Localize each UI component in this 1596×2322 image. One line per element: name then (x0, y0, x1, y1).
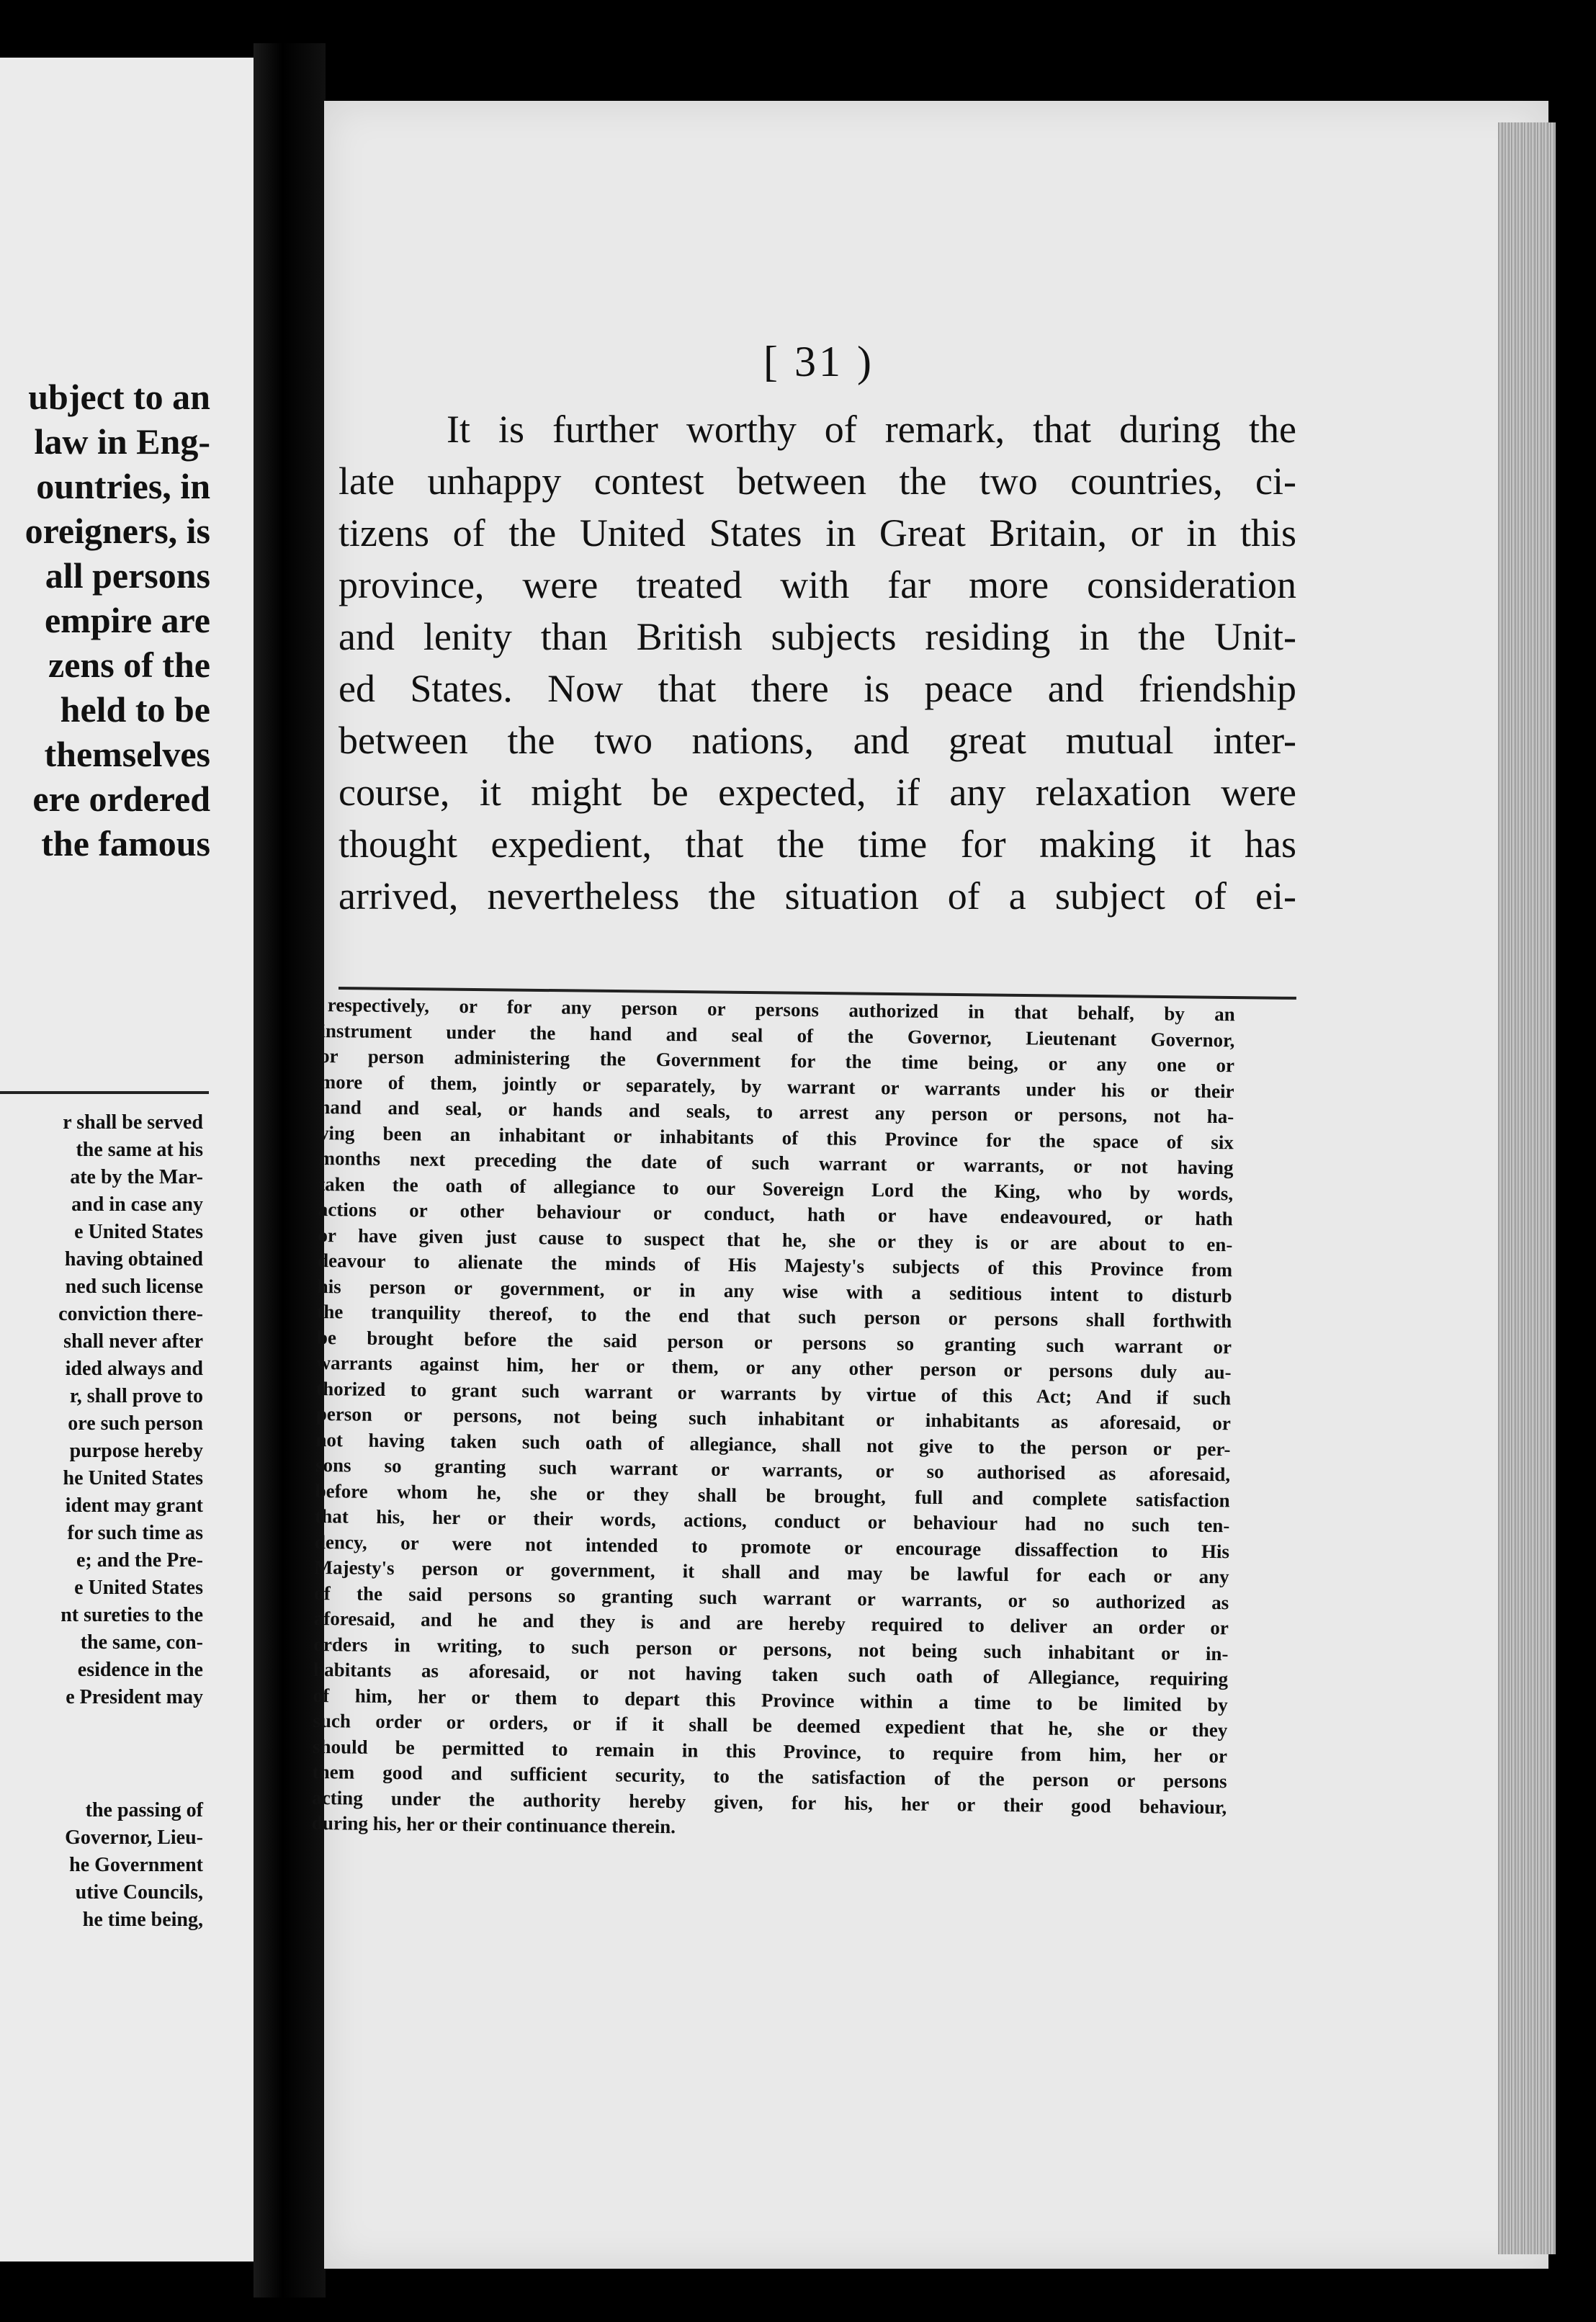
footnote-line: months next preceding the date of such warrant or warrants, or not having (318, 1147, 1234, 1179)
footnote-line: before whom he, she or they shall be brought, full and complete satisfaction (315, 1479, 1230, 1511)
left-note-line: he Government (69, 1854, 203, 1876)
left-note-line: conviction there- (58, 1303, 203, 1325)
body-line: tizens of the United States in Great Britain, or in this (339, 511, 1296, 555)
page-number: [ 31 ) (763, 338, 874, 385)
footnote-line: his person or government, or in any wise with a seditious intent to disturb (317, 1275, 1232, 1306)
left-facing-page (0, 58, 254, 2262)
left-note-line: esidence in the (77, 1659, 203, 1681)
left-note-line: e United States (74, 1221, 203, 1243)
footnote-line: respectively, or for any person or persons authorized in that behalf, by an (327, 994, 1235, 1026)
footnote-line: acting under the authority hereby given, for his, her or their good behaviour, (312, 1786, 1227, 1818)
left-note-line: purpose hereby (69, 1440, 203, 1462)
left-note-line: shall never after (63, 1330, 203, 1353)
footnote-line: not having taken such oath of allegiance, shall not give to the person or per- (315, 1428, 1231, 1460)
body-line: course, it might be expected, if any relaxation were (339, 771, 1296, 814)
footnote-line: of the said persons so granting such warrant or warrants, or so authorized as (314, 1582, 1229, 1613)
body-line: late unhappy contest between the two countries, ci- (339, 460, 1296, 503)
footnote-line: instrument under the hand and seal of the Governor, Lieutenant Governor, (320, 1019, 1235, 1051)
left-note-line: ate by the Mar- (70, 1166, 203, 1188)
footnote-line: of him, her or them to depart this Province within a time to be limited by (313, 1684, 1228, 1716)
left-note-line: e United States (74, 1577, 203, 1599)
left-body-line: themselves (44, 734, 210, 774)
footnote-line: thorized to grant such warrant or warrants by virtue of this Act; And if such (316, 1377, 1232, 1409)
page-stack-edge (1498, 122, 1556, 2254)
left-note-line: nt sureties to the (60, 1604, 203, 1626)
left-note-line: ided always and (65, 1358, 203, 1380)
footnote-line: person or persons, not being such inhabitant or inhabitants as aforesaid, or (315, 1402, 1231, 1435)
footnote-line: the tranquility thereof, to the end that such person or persons shall forthwith (317, 1300, 1232, 1332)
left-note-line: e; and the Pre- (76, 1549, 203, 1572)
footnote-line: hand and seal, or hands and seals, to arrest any person or persons, not ha- (319, 1095, 1234, 1128)
footnote-line: dency, or were not intended to promote or encourage dissaffection to His (314, 1530, 1230, 1562)
footnote-line: Majesty's person or government, it shall and may be lawful for each or any (314, 1556, 1229, 1588)
footnote (312, 992, 1235, 1846)
body-line: thought expedient, that the time for making it has (339, 822, 1296, 866)
body-line: province, were treated with far more consideration (339, 563, 1296, 606)
left-note-line: utive Councils, (75, 1881, 203, 1904)
footnote-line: warrants against him, her or them, or any other person or persons duly au- (316, 1351, 1232, 1384)
left-page-footnote-continued (0, 1797, 203, 1934)
footnote-line: orders in writing, to such person or persons, not being such inhabitant or in- (313, 1633, 1229, 1664)
left-body-line: ere ordered (32, 779, 210, 819)
left-body-line: oreigners, is (24, 511, 210, 551)
left-note-line: and in case any (71, 1193, 203, 1216)
body-line: It is further worthy of remark, that during the (447, 408, 1296, 451)
footnote-line: during his, her or their continuance therein. (311, 1811, 676, 1838)
left-note-line: e President may (66, 1686, 203, 1708)
book-gutter (254, 43, 326, 2298)
left-page-footnote (0, 1109, 203, 1711)
left-body-line: empire are (44, 600, 210, 640)
footnote-line: be brought before the said person or persons so granting such warrant or (316, 1326, 1232, 1358)
body-line: and lenity than British subjects residing in the Unit- (339, 615, 1296, 658)
footnote-line: more of them, jointly or separately, by warrant or warrants under his or their (319, 1070, 1234, 1102)
left-body-line: held to be (60, 689, 210, 730)
footnote-line: or have given just cause to suspect that he, she or they is or are about to en- (318, 1224, 1233, 1255)
left-page-body-text (0, 375, 210, 866)
body-line: between the two nations, and great mutual inter- (339, 719, 1296, 762)
footnote-line: sons so granting such warrant or warrants, or so authorised as aforesaid, (315, 1453, 1231, 1486)
left-body-line: zens of the (48, 645, 210, 685)
footnote-line: deavour to alienate the minds of His Majesty's subjects of this Province from (317, 1249, 1233, 1281)
left-note-line: ned such license (65, 1276, 203, 1298)
footnote-line: ving been an inhabitant or inhabitants of this Province for the space of six (318, 1121, 1234, 1153)
footnote-line: taken the oath of allegiance to our Sovereign Lord the King, who by words, (318, 1173, 1234, 1204)
footnote-line: actions or other behaviour or conduct, hath or have endeavoured, or hath (318, 1198, 1233, 1230)
left-note-line: he time being, (82, 1909, 203, 1931)
left-note-line: the same, con- (80, 1631, 203, 1654)
left-note-line: for such time as (67, 1522, 203, 1544)
left-body-line: law in Eng- (34, 421, 210, 462)
left-note-line: he United States (63, 1467, 203, 1489)
footnote-line: aforesaid, and he and they is and are hereby required to deliver an order or (313, 1607, 1229, 1639)
left-body-line: the famous (41, 823, 210, 864)
left-note-line: ident may grant (65, 1494, 203, 1517)
footnote-line: such order or orders, or if it shall be deemed expedient that he, she or they (313, 1709, 1228, 1742)
left-note-line: the same at his (76, 1139, 203, 1161)
footnote-line: habitants as aforesaid, or not having taken such oath of Allegiance, requiring (313, 1658, 1229, 1690)
left-body-line: all persons (45, 555, 210, 596)
body-line: arrived, nevertheless the situation of a subject of ei- (339, 874, 1296, 918)
main-body-text (339, 403, 1296, 922)
footnote-line: or person administering the Government for the time being, or any one or (319, 1044, 1235, 1077)
left-note-line: ore such person (68, 1412, 203, 1435)
left-body-line: ountries, in (36, 466, 210, 506)
footnote-line: should be permitted to remain in this Province, to require from him, her or (312, 1735, 1228, 1767)
footnote-line: that his, her or their words, actions, conduct or behaviour had no such ten- (315, 1505, 1230, 1537)
left-footnote-rule (0, 1091, 209, 1094)
left-note-line: having obtained (64, 1248, 203, 1270)
left-body-line: ubject to an (28, 377, 210, 417)
left-note-line: r shall be served (63, 1111, 203, 1134)
left-note-line: r, shall prove to (69, 1385, 203, 1407)
body-line: ed States. Now that there is peace and friendship (339, 667, 1296, 710)
left-note-line: Governor, Lieu- (65, 1826, 203, 1849)
left-note-line: the passing of (85, 1799, 203, 1821)
footnote-line: them good and sufficient security, to the satisfaction of the person or persons (312, 1760, 1227, 1793)
